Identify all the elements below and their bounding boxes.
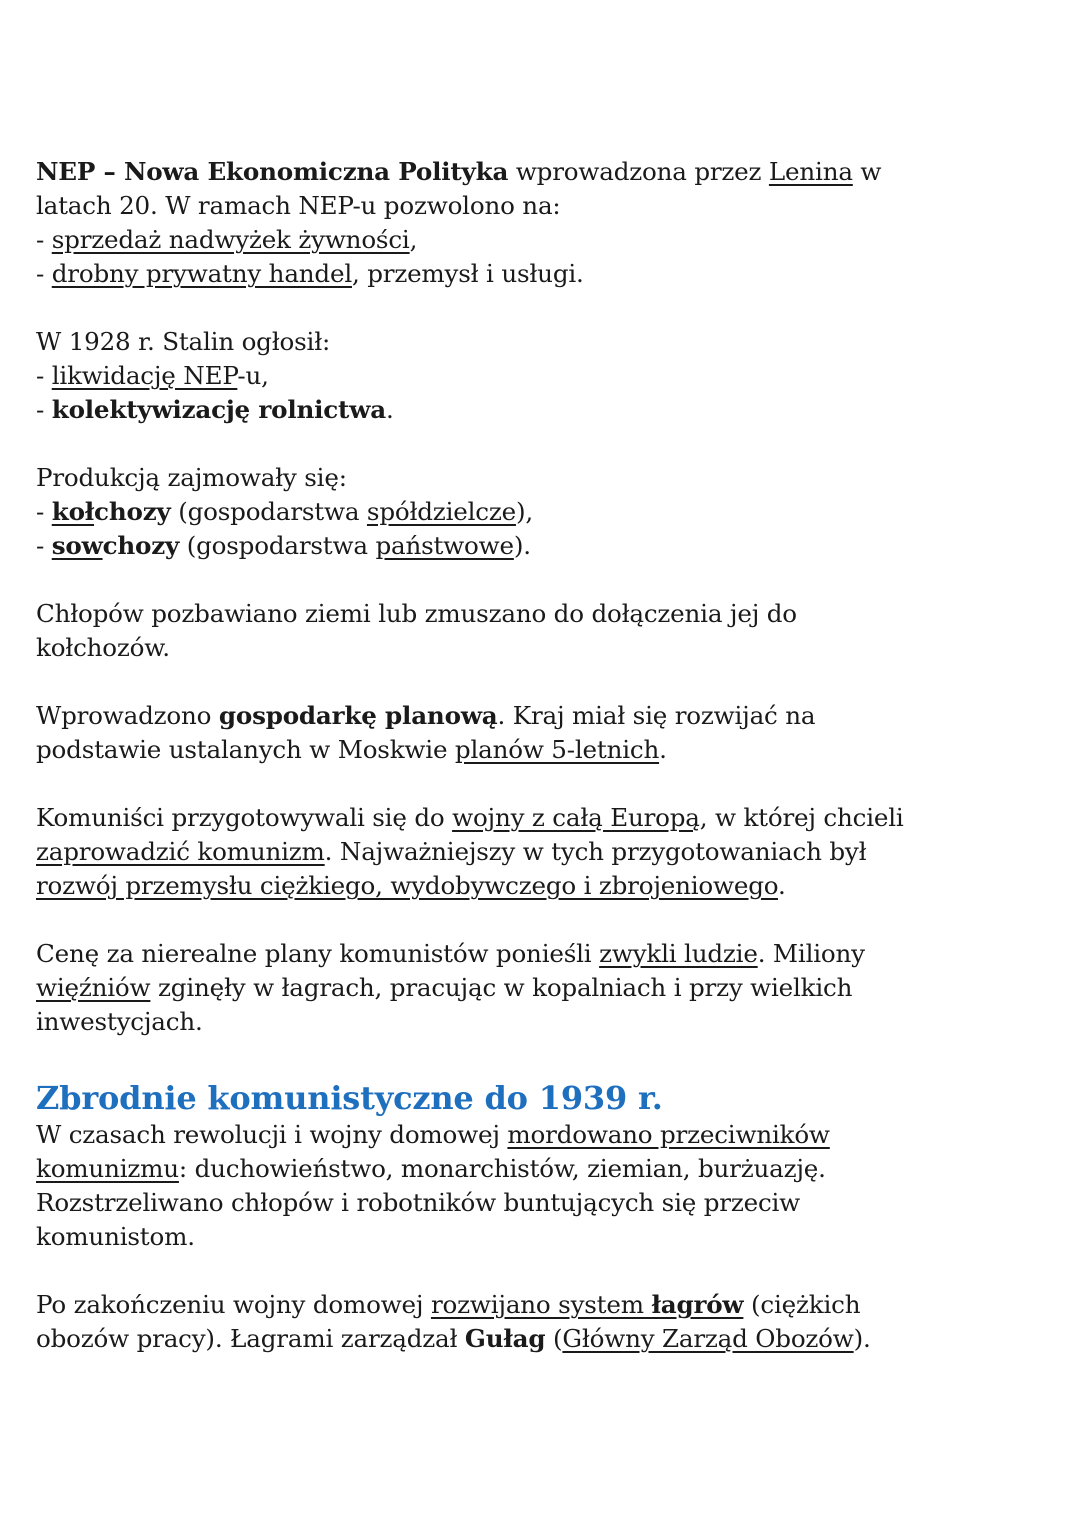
document-page: [36, 155, 904, 1356]
paragraph: [36, 1288, 904, 1356]
bold-text: Gułag: [464, 1324, 546, 1353]
underlined-text: sprzedaż nadwyżek żywności: [51, 225, 410, 254]
text-run: (gospodarstwa: [179, 531, 376, 560]
text-run: zginęły w łagrach, pracując w kopalniach i przy wielkich: [150, 973, 853, 1002]
text-run: -: [36, 531, 52, 560]
paragraph: [36, 325, 904, 427]
text-line: [36, 1005, 904, 1039]
text-line: [36, 937, 904, 971]
underlined-text: drobny prywatny handel: [51, 259, 352, 288]
section-heading: Zbrodnie komunistyczne do 1939 r.: [36, 1079, 663, 1117]
text-run: inwestycjach.: [36, 1007, 203, 1036]
underlined-text: wojny z całą Europą: [452, 803, 700, 832]
text-line: [36, 223, 904, 257]
text-run: Cenę za nierealne plany komunistów ponieśli: [36, 939, 600, 968]
text-run: latach 20. W ramach NEP-u pozwolono na:: [36, 191, 561, 220]
bold-text: łagrów: [651, 1290, 744, 1319]
text-run: wprowadzona przez: [508, 157, 769, 186]
text-run: : duchowieństwo, monarchistów, ziemian, burżuazję.: [178, 1154, 826, 1183]
text-line: [36, 325, 904, 359]
bold-text: NEP – Nowa Ekonomiczna Polityka: [36, 157, 509, 186]
text-line: [36, 801, 904, 835]
paragraph: [36, 1118, 904, 1254]
text-run: .: [385, 395, 394, 424]
underlined-text: więźniów: [36, 973, 151, 1002]
text-run: podstawie ustalanych w Moskwie: [36, 735, 455, 764]
text-line: [36, 971, 904, 1005]
text-run: . Najważniejszy w tych przygotowaniach był: [324, 837, 867, 866]
underlined-text: państwowe: [375, 531, 514, 560]
underlined-text: zaprowadzić komunizm: [36, 837, 325, 866]
text-run: w: [852, 157, 882, 186]
underlined-text: zwykli ludzie: [599, 939, 758, 968]
text-run: kołchozów.: [36, 633, 170, 662]
bold-text: chozy: [94, 497, 171, 526]
text-run: Produkcją zajmowały się:: [36, 463, 347, 492]
text-run: .: [659, 735, 667, 764]
text-line: [36, 257, 904, 291]
text-run: -: [36, 497, 52, 526]
text-run: Po zakończeniu wojny domowej: [36, 1290, 431, 1319]
text-run: ,: [409, 225, 418, 254]
text-run: (ciężkich: [743, 1290, 861, 1319]
text-line: [36, 1152, 904, 1186]
text-line: [36, 597, 904, 631]
text-line: [36, 1220, 904, 1254]
text-line: [36, 359, 904, 393]
underlined-text: likwidację NEP: [51, 361, 238, 390]
text-run: (: [545, 1324, 563, 1353]
text-line: [36, 835, 904, 869]
text-run: obozów pracy). Łagrami zarządzał: [36, 1324, 465, 1353]
text-run: . Kraj miał się rozwijać na: [497, 701, 816, 730]
paragraph: [36, 699, 904, 767]
underlined-text: mordowano przeciwników: [507, 1120, 830, 1149]
text-line: [36, 461, 904, 495]
text-run: Rozstrzeliwano chłopów i robotników buntujących się przeciw: [36, 1188, 801, 1217]
text-line: [36, 155, 904, 189]
paragraph: [36, 801, 904, 903]
bold-text: kolektywizację rolnictwa: [51, 395, 386, 424]
text-line: [36, 1118, 904, 1152]
text-run: -: [36, 259, 52, 288]
text-run: Komuniści przygotowywali się do: [36, 803, 453, 832]
text-line: [36, 189, 904, 223]
text-run: -: [36, 395, 52, 424]
text-line: [36, 393, 904, 427]
text-line: [36, 631, 904, 665]
bold-text: gospodarkę planową: [218, 701, 498, 730]
paragraph: [36, 597, 904, 665]
text-run: W czasach rewolucji i wojny domowej: [36, 1120, 508, 1149]
paragraph: [36, 155, 904, 291]
underlined-text: planów 5-letnich: [454, 735, 660, 764]
text-run: Wprowadzono: [36, 701, 219, 730]
text-run: komunistom.: [36, 1222, 195, 1251]
bold-text: chozy: [102, 531, 180, 560]
text-run: .: [777, 871, 786, 900]
text-line: [36, 495, 904, 529]
text-line: [36, 1186, 904, 1220]
underlined-text: rozwijano system: [430, 1290, 652, 1319]
text-line: [36, 699, 904, 733]
text-run: ).: [513, 531, 531, 560]
underlined-text: komunizmu: [36, 1154, 179, 1183]
text-run: , w której chcieli: [699, 803, 904, 832]
underlined-text: spółdzielcze: [366, 497, 516, 526]
text-run: Chłopów pozbawiano ziemi lub zmuszano do dołączenia jej do: [36, 599, 797, 628]
text-line: [36, 1322, 904, 1356]
paragraph: [36, 937, 904, 1039]
bold-text: sow: [51, 531, 103, 560]
bold-text: koł: [51, 497, 95, 526]
text-line: [36, 529, 904, 563]
text-run: , przemysł i usługi.: [351, 259, 584, 288]
text-run: (gospodarstwa: [170, 497, 367, 526]
text-line: [36, 869, 904, 903]
text-run: -: [36, 225, 52, 254]
text-run: ).: [853, 1324, 871, 1353]
text-run: -: [36, 361, 52, 390]
text-run: W 1928 r. Stalin ogłosił:: [36, 327, 331, 356]
paragraph: [36, 461, 904, 563]
text-run: . Miliony: [757, 939, 865, 968]
text-run: -u,: [237, 361, 269, 390]
underlined-text: Główny Zarząd Obozów: [562, 1324, 854, 1353]
text-line: [36, 733, 904, 767]
text-run: ),: [515, 497, 533, 526]
underlined-text: rozwój przemysłu ciężkiego, wydobywczego i zbrojeniowego: [36, 871, 778, 900]
text-line: [36, 1288, 904, 1322]
underlined-text: Lenina: [768, 157, 853, 186]
